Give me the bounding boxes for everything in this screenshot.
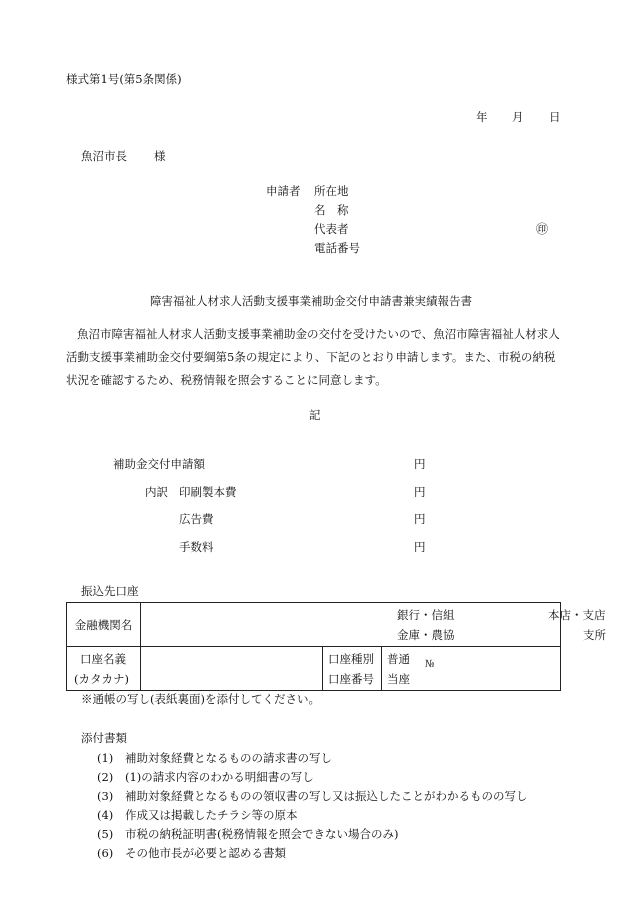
name-label: 名 称 [314, 203, 349, 217]
holder-label-cell [67, 647, 141, 691]
item-number: (5) [97, 827, 114, 841]
account-value-cell [382, 647, 561, 691]
branch-type-line1: 本店・支店 [548, 608, 606, 622]
institution-value-cell [141, 603, 606, 647]
address-label: 所在地 [314, 184, 349, 198]
account-number-label: 口座番号 [328, 672, 374, 686]
seal-icon: ㊞ [536, 222, 549, 236]
item-number: (6) [97, 846, 114, 860]
fee-yen: 円 [414, 540, 426, 554]
applicant-label: 申請者 [266, 184, 301, 198]
account-type-label: 口座種別 [328, 652, 374, 666]
ki-heading: 記 [309, 408, 321, 422]
list-item [97, 751, 332, 765]
item-number: (2) [97, 770, 114, 784]
holder-value-cell [141, 647, 323, 691]
item-text: 市税の納税証明書(税務情報を照会できない場合のみ) [125, 827, 399, 841]
institution-label: 金融機関名 [74, 617, 133, 632]
body-paragraph: 魚沼市障害福祉人材求人活動支援事業補助金の交付を受けたいので、魚沼市障害福祉人材求人活動支援事業補助金交付要綱第5条の規定により、下記のとおり申請します。また、市税の納税状況を確認するため、税務情報を照会することに同意します。 [66, 327, 560, 387]
attachments-heading: 添付書類 [81, 731, 127, 745]
advertising-label: 広告費 [179, 512, 214, 526]
total-label: 補助金交付申請額 [113, 457, 205, 471]
bank-type-line1: 銀行・信組 [397, 608, 455, 622]
date-day: 日 [549, 110, 561, 124]
item-number: (4) [97, 808, 114, 822]
phone-label: 電話番号 [314, 241, 360, 255]
addressee-name: 魚沼市長 [81, 149, 127, 163]
bank-note: ※通帳の写し(表紙裏面)を添付してください。 [81, 692, 320, 706]
number-mark: № [425, 659, 435, 670]
item-text: 補助対象経費となるものの請求書の写し [125, 751, 332, 765]
printing-label: 印刷製本費 [179, 485, 237, 499]
item-number: (3) [97, 789, 114, 803]
list-item [97, 846, 286, 860]
item-text: 作成又は掲載したチラシ等の原本 [125, 808, 298, 822]
representative-label: 代表者 [314, 222, 349, 236]
breakdown-label: 内訳 [145, 485, 168, 499]
holder-label-2: (カタカナ) [74, 672, 129, 686]
bank-account-table [66, 602, 606, 691]
form-number: 様式第1号(第5条関係) [66, 72, 182, 86]
item-text: その他市長が必要と認める書類 [125, 846, 286, 860]
item-text: (1)の請求内容のわかる明細書の写し [125, 770, 314, 784]
list-item [97, 789, 528, 803]
advertising-yen: 円 [414, 512, 426, 526]
item-number: (1) [97, 751, 114, 765]
addressee-honorific: 様 [154, 149, 166, 163]
branch-type-line2: 支所 [583, 628, 606, 642]
date-month: 月 [512, 110, 524, 124]
date-year: 年 [476, 110, 488, 124]
item-text: 補助対象経費となるものの領収書の写し又は振込したことがわかるものの写し [125, 789, 528, 803]
list-item [97, 770, 314, 784]
institution-label-cell [67, 603, 141, 647]
type-current: 当座 [387, 672, 410, 686]
bank-type-line2: 金庫・農協 [397, 628, 455, 642]
list-item [97, 827, 399, 841]
printing-yen: 円 [414, 485, 426, 499]
bank-section-label: 振込先口座 [81, 584, 139, 598]
total-yen: 円 [414, 457, 426, 471]
list-item [97, 808, 298, 822]
account-type-label-cell [323, 647, 382, 691]
holder-label-1: 口座名義 [80, 652, 126, 666]
type-ordinary: 普通 [387, 652, 410, 666]
document-title: 障害福祉人材求人活動支援事業補助金交付申請書兼実績報告書 [150, 294, 472, 308]
fee-label: 手数料 [179, 540, 214, 554]
